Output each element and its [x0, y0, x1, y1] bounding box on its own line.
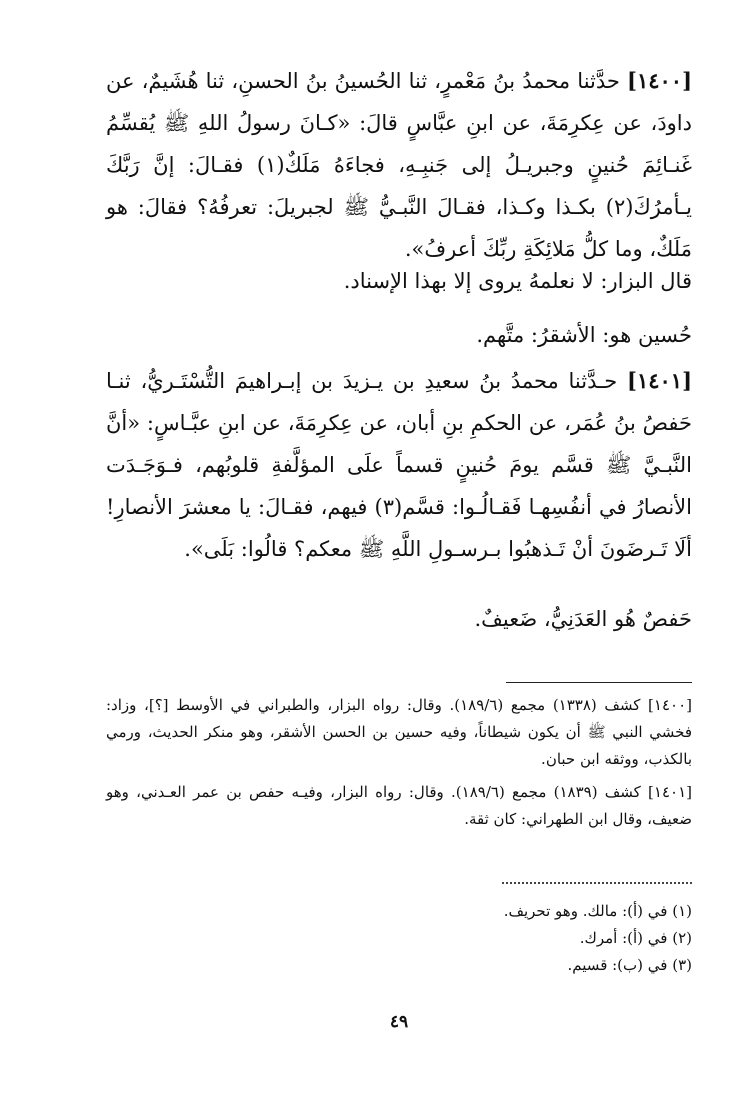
page-body: [106, 60, 692, 1060]
hadith-commentary: قال البزار: لا نعلمهُ يروى إلا بهذا الإسناد.: [343, 269, 692, 293]
hadith-1400: [106, 60, 692, 270]
variant-note: (٢) في (أ): أمرك.: [579, 929, 692, 947]
hadith-number: [١٤٠٠]: [627, 68, 692, 93]
footnotes: [106, 692, 692, 839]
variants-separator: [502, 882, 692, 884]
manuscript-variants: [106, 898, 692, 979]
hadith-number: [١٤٠١]: [627, 368, 692, 393]
footnote-separator: [506, 682, 692, 683]
footnote: [١٤٠٠] كشف (١٣٣٨) مجمع (١٨٩/٦). وقال: رواه البزار، والطبراني في الأوسط [؟]، وزاد: فخشي النبي ﷺ أن يكون شيطاناً، وفيه حسين بن الحسن الأشقر، وهو منكر الحديث، ورمي بالكذب، ووثقه ابن حبان.: [106, 696, 692, 768]
hadith-text: حـدَّثنا محمدُ بنُ سعيدِ بن يـزيدَ بن إبـراهيمَ التُّسْتَـريُّ، ثنـا حَفصُ بنُ عُمَر، عن الحكمِ بنِ أبان، عن عِكرِمَةَ، عن ابنِ عبَّـاسٍ: «أنَّ النَّبـيَّ ﷺ قسَّم يومَ حُنينٍ قسماً علَى المؤلَّفةِ قلوبُهم، فـوَجَـدَت الأنصارُ في أنفُسِهـا فَقـالُـوا: قسَّم(٣) فيهم، فقـالَ: يا معشرَ الأنصارِ! ألَا تَـرضَونَ أنْ تَـذهبُوا بـرسـولِ اللَّهِ ﷺ معكم؟ قالُوا: بَلَى».: [106, 369, 692, 561]
footnote: [١٤٠١] كشف (١٨٣٩) مجمع (١٨٩/٦). وقال: رواه البزار، وفيـه حفص بن عمر العـدني، وهو ضعيف، وقال ابن الطهراني: كان ثقة.: [106, 783, 692, 828]
hadith-commentary: حُسين هو: الأشقرُ: متَّهم.: [476, 323, 692, 347]
page-number: ٤٩: [389, 1012, 409, 1032]
hadith-1401: [106, 360, 692, 570]
variant-note: (٣) في (ب): قسيم.: [567, 956, 692, 974]
hadith-commentary: حَفصٌ هُو العَدَنِيُّ، ضَعيفٌ.: [474, 607, 692, 631]
variant-note: (١) في (أ): مالك. وهو تحريف.: [503, 902, 692, 920]
hadith-text: حدَّثنا محمدُ بنُ مَعْمرٍ، ثنا الحُسينُ بنُ الحسنِ، ثنا هُشَيمٌ، عن داودَ، عن عِكرِمَةَ، عن ابنِ عبَّاسٍ قالَ: «كـانَ رسولُ اللهِ ﷺ يُقسِّمُ غَنـائِمَ حُنينٍ وجبريـلُ إلى جَنبِـهِ، فجاءَهُ مَلَكٌ(١) فقـالَ: إنَّ رَبَّكَ يـأمرُكَ(٢) بكـذا وكـذا، فقـالَ النَّبـيُّ ﷺ لجبريلَ: تعرفُهُ؟ فقالَ: هو مَلَكٌ، وما كلُّ مَلائِكَةِ ربِّكَ أعرفُ».: [106, 69, 692, 261]
